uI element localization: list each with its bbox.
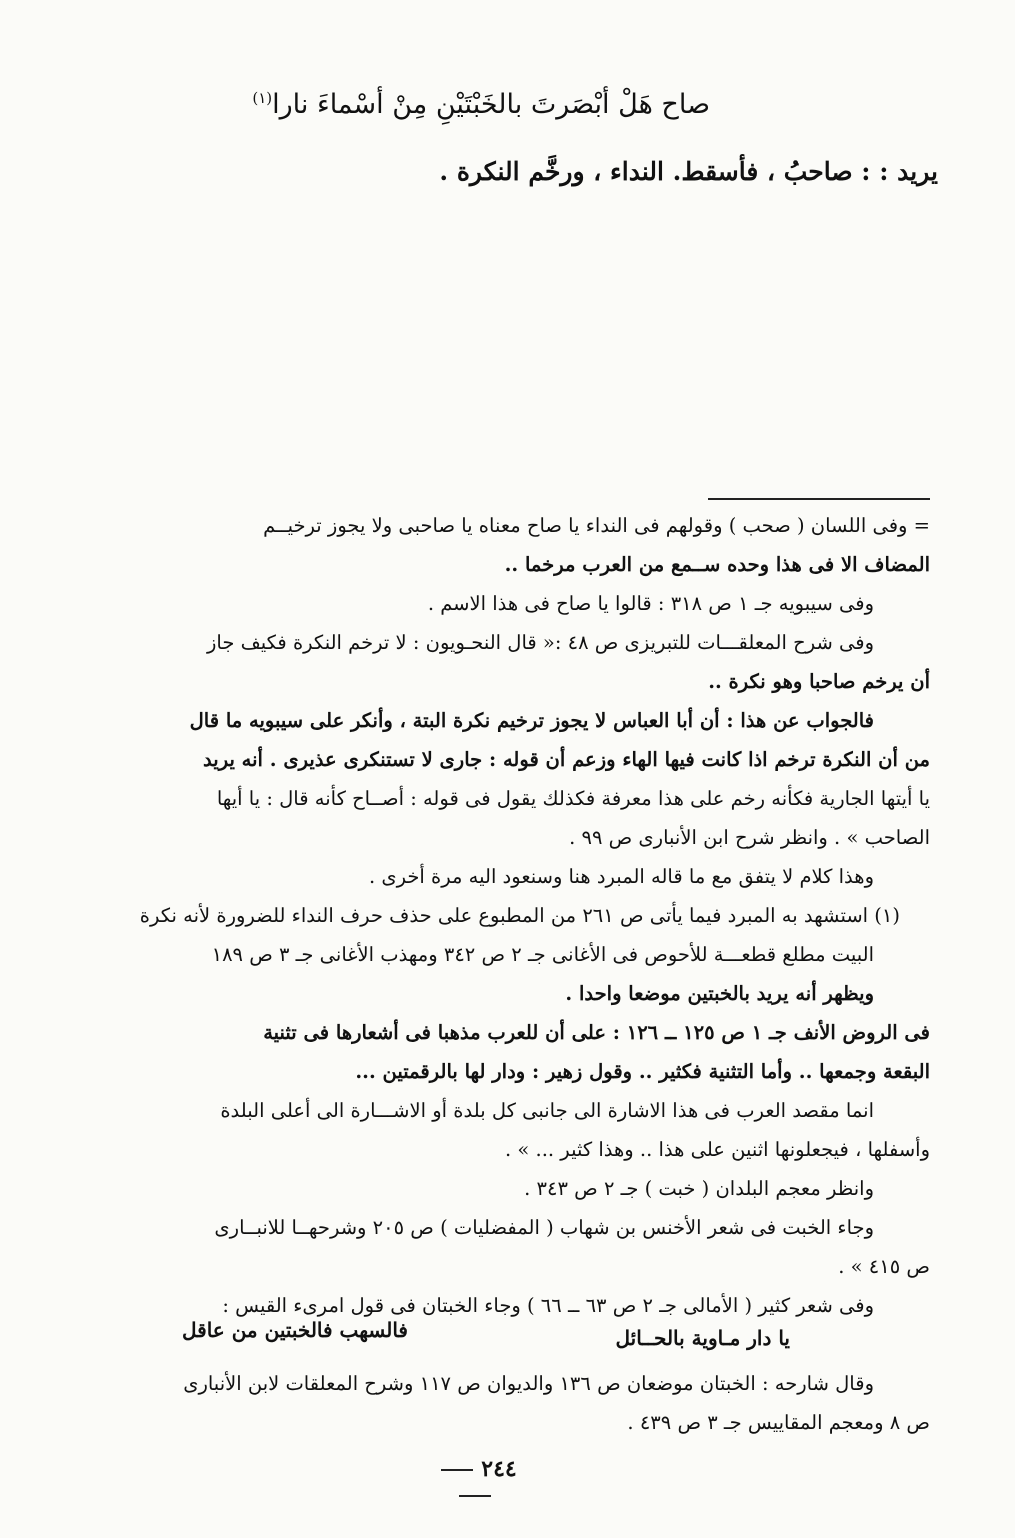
- footnote-line: وفى شرح المعلقـــات للتبريزى ص ٤٨ :« قال النحـويون : لا ترخم النكرة فكيف جاز: [206, 631, 874, 654]
- footnote-line: (١) استشهد به المبرد فيما يأتى ص ٢٦١ من المطبوع على حذف حرف النداء للضرورة لأنه نكرة: [139, 904, 900, 927]
- footnote-line: يا أيتها الجارية فكأنه رخم على هذا معرفة فكذلك يقول فى قوله : أصــاح كأنه قال : يا أيها: [216, 787, 930, 810]
- footnote-line: وهذا كلام لا يتفق مع ما قاله المبرد هنا وسنعود اليه مرة أخرى .: [368, 865, 874, 888]
- footnote-line: الصاحب » . وانظر شرح ابن الأنبارى ص ٩٩ .: [569, 826, 930, 849]
- footnotes: [64, 506, 930, 1325]
- page-number-dash: [441, 1469, 473, 1471]
- footnote-line: ص ٨ ومعجم المقاييس جـ ٣ ص ٤٣٩ .: [627, 1411, 930, 1434]
- footnote-ref: (١): [252, 89, 273, 107]
- quoted-poem: [150, 1318, 850, 1362]
- footnote-line: البيت مطلع قطعـــة للأحوص فى الأغانى جـ ٢ ص ٣٤٢ ومهذب الأغانى جـ ٣ ص ١٨٩: [211, 943, 874, 966]
- page-number-dash: [459, 1495, 491, 1497]
- footnote-line: ويظهر أنه يريد بالخبتين موضعا واحدا .: [565, 982, 874, 1005]
- intro-text: يريد : : صاحبُ ، فأسقط. النداء ، ورخَّم النكرة .: [439, 157, 938, 186]
- footnote-line: وفى سيبويه جـ ١ ص ٣١٨ : قالوا يا صاح فى هذا الاسم .: [427, 592, 874, 615]
- footnote-line: وقال شارحه : الخبتان موضعان ص ١٣٦ والديوان ص ١١٧ وشرح المعلقات لابن الأنبارى: [183, 1372, 874, 1395]
- footnote-line: أن يرخم صاحبا وهو نكرة ..: [708, 670, 930, 693]
- footnote-line: فالجواب عن هذا : أن أبا العباس لا يجوز ترخيم نكرة البتة ، وأنكر على سيبويه ما قال: [189, 709, 874, 732]
- poem-first-hemistich: يا دار مـاوية بالحــائل: [615, 1326, 790, 1350]
- verse-text: صاح هَلْ أبْصَرتَ بالخَبْتَيْنِ مِنْ أسْماءَ نارا: [272, 89, 710, 120]
- footnote-line: انما مقصد العرب فى هذا الاشارة الى جانبى كل بلدة أو الاشـــارة الى أعلى البلدة: [220, 1099, 874, 1122]
- footnote-line: ص ٤١٥ » .: [838, 1255, 930, 1278]
- poem-verse: [240, 78, 710, 125]
- footnote-separator: [708, 498, 930, 500]
- footnote-line: وانظر معجم البلدان ( خبت ) جـ ٢ ص ٣٤٣ .: [524, 1177, 874, 1200]
- page-number-text: ٢٤٤: [481, 1456, 517, 1482]
- footnote-line: وأسفلها ، فيجعلونها اثنين على هذا .. وهذا كثير ... » .: [504, 1138, 930, 1161]
- footnote-line: من أن النكرة ترخم اذا كانت فيها الهاء وزعم أن قوله : جارى لا تستنكرى عذيرى . أنه يريد: [203, 748, 930, 771]
- poem-second-hemistich: فالسهب فالخبتين من عاقل: [182, 1318, 408, 1342]
- footnote-line: المضاف الا فى هذا وحده ســمع من العرب مرخما ..: [504, 553, 930, 576]
- page-number: [410, 1456, 540, 1508]
- footnote-line: = وفى اللسان ( صحب ) وقولهم فى النداء يا صاح معناه يا صاحبى ولا يجوز ترخيــم: [263, 514, 930, 537]
- footnote-tail: [64, 1364, 930, 1442]
- footnote-line: فى الروض الأنف جـ ١ ص ١٢٥ ــ ١٢٦ : على أن للعرب مذهبا فى أشعارها فى تثنية: [263, 1021, 930, 1044]
- footnote-line: البقعة وجمعها .. وأما التثنية فكثير .. وقول زهير : ودار لها بالرقمتين ...: [355, 1060, 930, 1083]
- footnote-line: وجاء الخبت فى شعر الأخنس بن شهاب ( المفضليات ) ص ٢٠٥ وشرحهــا للانبــارى: [214, 1216, 874, 1239]
- footnote-line: وفى شعر كثير ( الأمالى جـ ٢ ص ٦٣ ــ ٦٦ ) وجاء الخبتان فى قول امرىء القيس :: [222, 1294, 874, 1317]
